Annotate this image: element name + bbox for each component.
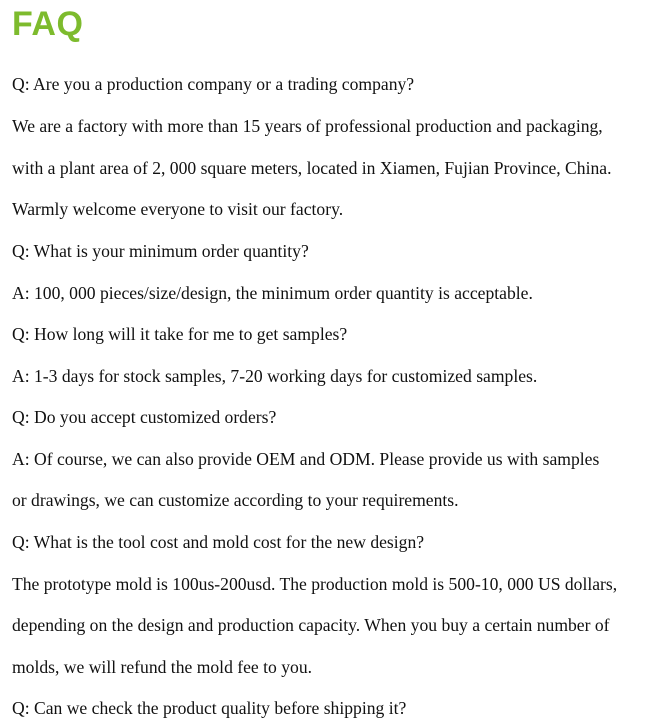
answer-line: with a plant area of 2, 000 square meters, located in Xiamen, Fujian Province, China.: [12, 158, 612, 178]
answer-line: depending on the design and production capacity. When you buy a certain number of: [12, 615, 610, 635]
question-customized-orders: Q: Do you accept customized orders?: [12, 407, 277, 427]
answer-line: or drawings, we can customize according to your requirements.: [12, 490, 459, 510]
page-title: FAQ: [12, 5, 84, 43]
answer-line: A: 1-3 days for stock samples, 7-20 working days for customized samples.: [12, 366, 538, 386]
answer-line: We are a factory with more than 15 years of professional production and packaging,: [12, 116, 603, 136]
question-tool-mold-cost: Q: What is the tool cost and mold cost for the new design?: [12, 532, 425, 552]
answer-line: The prototype mold is 100us-200usd. The production mold is 500-10, 000 US dollars,: [12, 574, 618, 594]
question-quality-check: Q: Can we check the product quality before shipping it?: [12, 698, 407, 718]
question-production-or-trading: Q: Are you a production company or a trading company?: [12, 74, 415, 94]
answer-line: A: Of course, we can also provide OEM and ODM. Please provide us with samples: [12, 449, 600, 469]
answer-line: A: 100, 000 pieces/size/design, the minimum order quantity is acceptable.: [12, 283, 533, 303]
answer-line: molds, we will refund the mold fee to you.: [12, 657, 313, 677]
answer-line: Warmly welcome everyone to visit our factory.: [12, 199, 344, 219]
question-minimum-order: Q: What is your minimum order quantity?: [12, 241, 309, 261]
question-samples: Q: How long will it take for me to get samples?: [12, 324, 348, 344]
